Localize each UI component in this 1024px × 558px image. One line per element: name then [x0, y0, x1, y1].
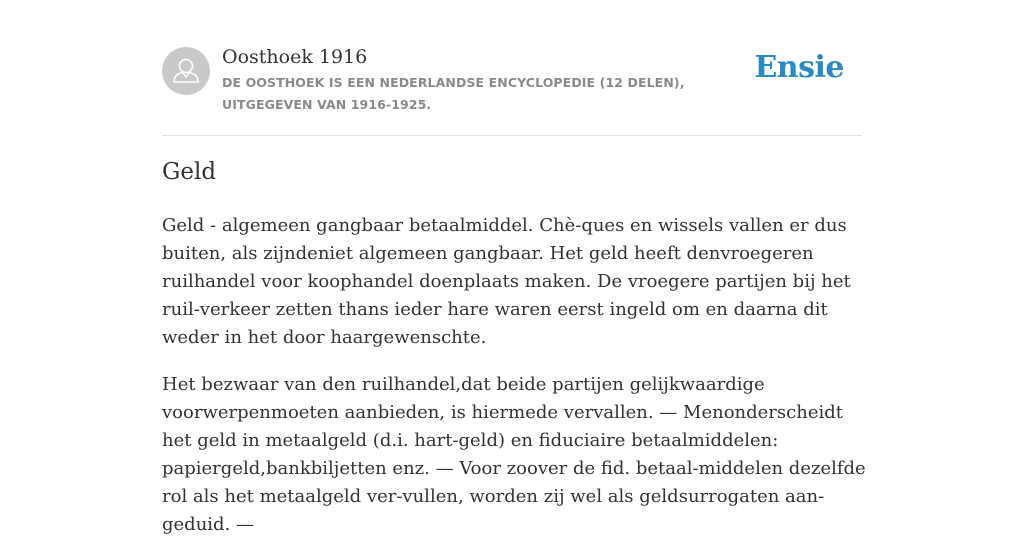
article-paragraph: Het bezwaar van den ruilhandel,dat beide partijen gelijkwaardige voorwerpenmoeten aanbieden, is hiermede vervallen. — Menonderscheidt het geld in metaalgeld (d.i. hart-geld) en fiduciaire betaalmiddelen: papiergeld,bankbiljetten enz. — Voor zoover de fid. betaal-middelen dezelfde rol als het metaalgeld ver-vullen, worden zij wel als geldsurrogaten aan-geduid. —	[162, 374, 866, 535]
ensie-logo[interactable]: Ensie	[754, 50, 844, 85]
article-paragraph: Geld - algemeen gangbaar betaalmiddel. Chè-ques en wissels vallen er dus buiten, als zijndeniet algemeen gangbaar. Het geld heeft denvroegeren ruilhandel voor koophandel doenplaats maken. De vroegere partijen bij het ruil-verkeer zetten thans ieder hare waren eerst ingeld om en daarna dit weder in het door haargewenschte.	[162, 215, 851, 348]
source-description: DE OOSTHOEK IS EEN NEDERLANDSE ENCYCLOPEDIE (12 DELEN), UITGEGEVEN VAN 1916-1925.	[222, 75, 685, 112]
article-body	[162, 212, 872, 558]
source-title[interactable]: Oosthoek 1916	[222, 46, 368, 68]
article-title: Geld	[162, 159, 217, 185]
source-avatar[interactable]	[162, 47, 210, 95]
user-icon	[162, 47, 210, 95]
source-header	[162, 44, 862, 136]
